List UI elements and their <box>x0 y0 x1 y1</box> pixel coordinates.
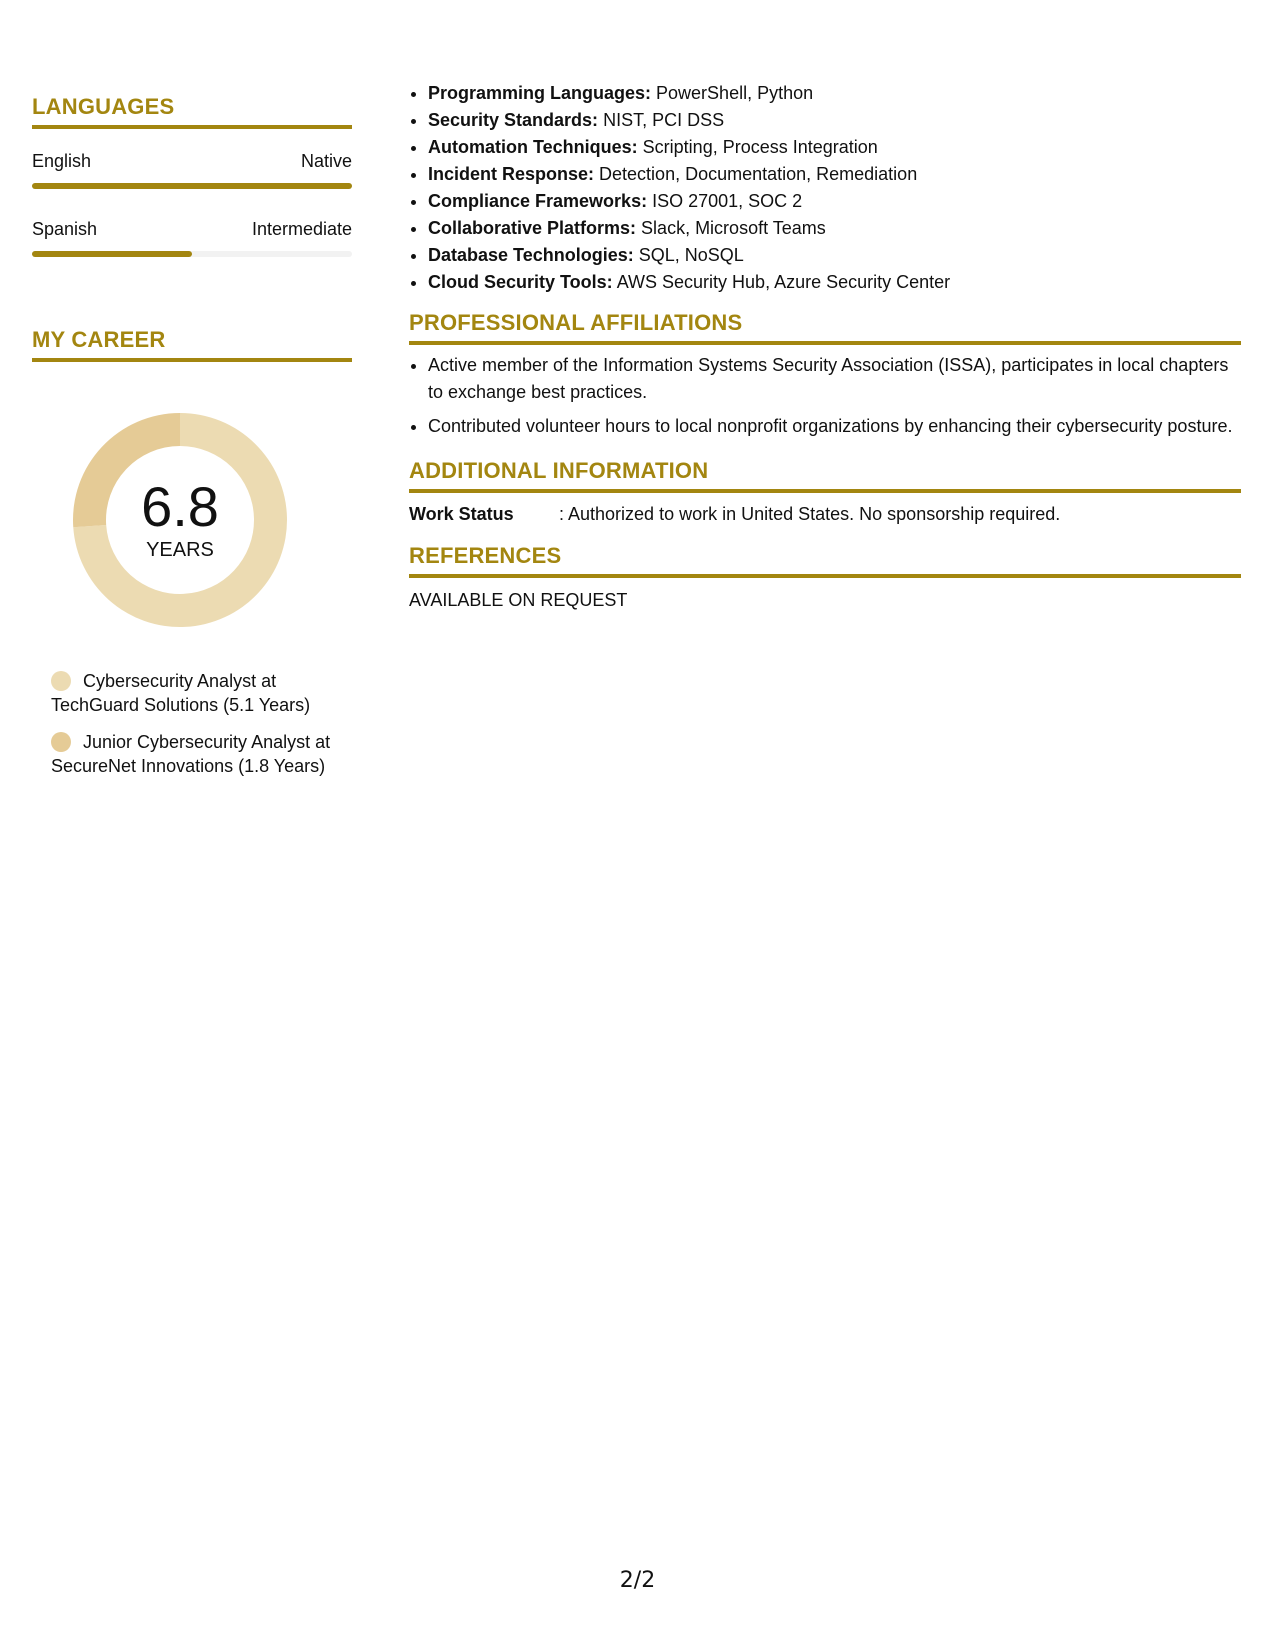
legend-dot-icon <box>51 671 71 691</box>
affiliations-section <box>409 310 1241 440</box>
skill-value: Slack, Microsoft Teams <box>636 218 826 238</box>
skill-value: PowerShell, Python <box>651 83 814 103</box>
work-status-row <box>409 501 1241 527</box>
skill-item <box>428 242 1241 269</box>
language-level: Intermediate <box>251 219 352 239</box>
additional-section <box>409 458 1241 527</box>
language-progress-bar <box>32 251 352 257</box>
languages-heading: LANGUAGES <box>32 94 352 129</box>
career-legend <box>32 669 352 778</box>
language-progress-bar <box>32 183 352 189</box>
skill-item <box>428 80 1241 107</box>
legend-item <box>51 669 352 717</box>
skill-item <box>428 134 1241 161</box>
sidebar <box>32 94 352 791</box>
work-status-value: : Authorized to work in United States. No sponsorship required. <box>559 504 1061 524</box>
donut-center <box>67 407 293 633</box>
language-progress-fill <box>32 183 352 189</box>
work-status-label: Work Status <box>409 504 514 524</box>
skill-value: Detection, Documentation, Remediation <box>594 164 918 184</box>
references-section <box>409 543 1241 612</box>
affiliation-item: • Contributed volunteer hours to local nonprofit organizations by enhancing their cybersecurity posture. <box>428 413 1241 440</box>
references-heading: REFERENCES <box>409 543 1241 578</box>
skill-value: ISO 27001, SOC 2 <box>647 191 803 211</box>
skill-value: SQL, NoSQL <box>633 245 744 265</box>
language-spanish <box>32 217 352 257</box>
legend-dot-icon <box>51 732 71 752</box>
language-level: Native <box>300 151 352 171</box>
skill-label: Automation Techniques: <box>428 137 638 157</box>
skill-label: Programming Languages: <box>428 83 652 103</box>
additional-heading: ADDITIONAL INFORMATION <box>409 458 1241 493</box>
skill-item <box>428 269 1241 296</box>
career-donut-chart <box>67 407 293 633</box>
skill-label: Security Standards: <box>428 110 599 130</box>
skill-label: Database Technologies: <box>428 245 634 265</box>
skill-label: Collaborative Platforms: <box>428 218 637 238</box>
career-total-value: 6.8 <box>141 475 219 538</box>
skills-list <box>409 80 1241 296</box>
legend-label: Cybersecurity Analyst at TechGuard Solutions (5.1 Years) <box>51 671 311 715</box>
affiliations-heading: PROFESSIONAL AFFILIATIONS <box>409 310 1241 345</box>
affiliations-list <box>409 352 1241 440</box>
language-progress-fill <box>32 251 192 257</box>
skill-label: Cloud Security Tools: <box>428 272 613 292</box>
skill-item <box>428 188 1241 215</box>
language-name: Spanish <box>32 219 98 239</box>
skill-value: NIST, PCI DSS <box>598 110 725 130</box>
career-total-unit: YEARS <box>146 539 214 561</box>
legend-item <box>51 730 352 778</box>
skill-value: AWS Security Hub, Azure Security Center <box>612 272 951 292</box>
skill-label: Compliance Frameworks: <box>428 191 648 211</box>
skill-label: Incident Response: <box>428 164 595 184</box>
skill-value: Scripting, Process Integration <box>637 137 878 157</box>
skill-item <box>428 161 1241 188</box>
main-content <box>409 80 1241 612</box>
references-text: AVAILABLE ON REQUEST <box>409 590 628 610</box>
skill-item <box>428 215 1241 242</box>
language-english <box>32 149 352 189</box>
page-number: 2/2 <box>619 1568 656 1593</box>
language-name: English <box>32 151 92 171</box>
legend-label: Junior Cybersecurity Analyst at SecureNet Innovations (1.8 Years) <box>51 732 331 776</box>
affiliation-item: • Active member of the Information Systems Security Association (ISSA), participates in local chapters to exchange best practices. <box>428 352 1241 406</box>
career-heading: MY CAREER <box>32 327 352 362</box>
skill-item <box>428 107 1241 134</box>
